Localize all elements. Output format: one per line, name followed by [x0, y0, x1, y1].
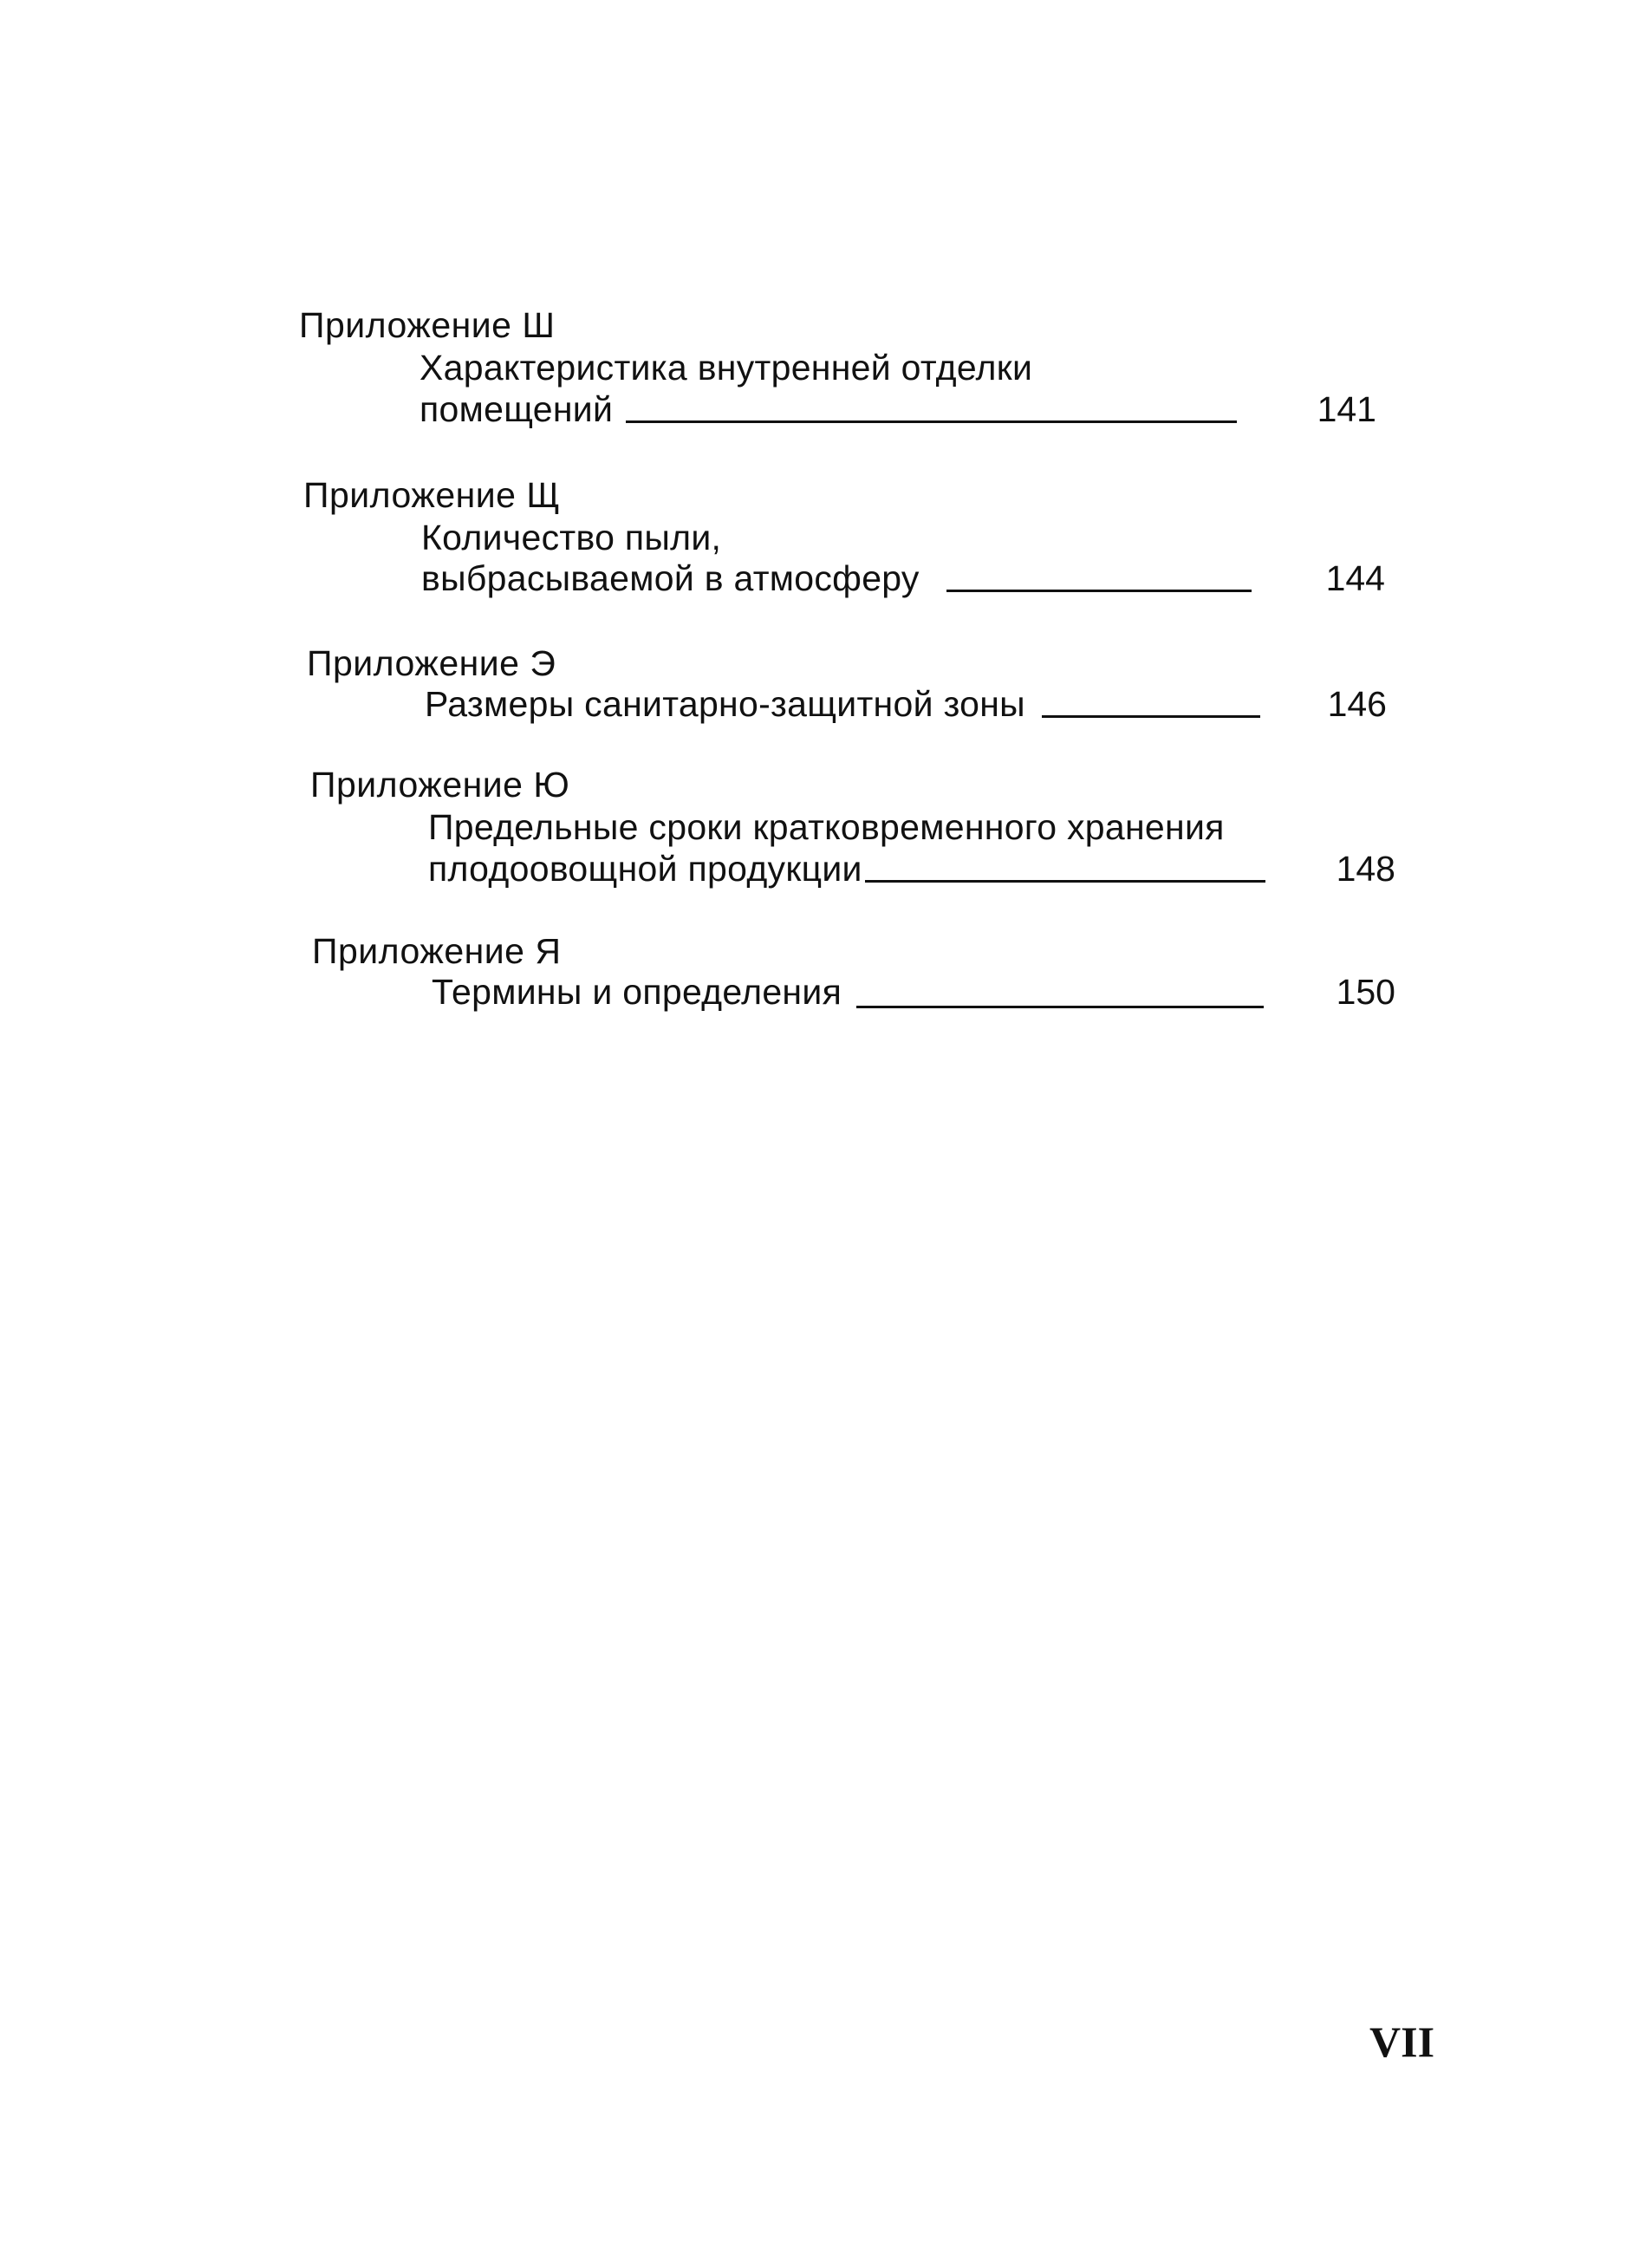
- toc-appendix-heading: Приложение Ш: [299, 305, 556, 345]
- toc-leader-line: [626, 420, 1237, 423]
- toc-entry-title: Количество пыли,: [421, 518, 722, 557]
- toc-leader-line: [1042, 715, 1260, 718]
- toc-appendix-heading: Приложение Я: [312, 931, 562, 971]
- toc-entry-title: Термины и определения: [432, 972, 842, 1012]
- toc-appendix-heading: Приложение Щ: [303, 475, 561, 515]
- toc-leader-line: [865, 880, 1265, 883]
- toc-page-number: 141: [1317, 389, 1376, 429]
- toc-entry-title-continued: выбрасываемой в атмосферу: [421, 558, 920, 598]
- toc-entry-title: Характеристика внутренней отделки: [420, 348, 1033, 388]
- toc-leader-line: [856, 1006, 1264, 1008]
- toc-appendix-heading: Приложение Ю: [310, 765, 570, 805]
- page-folio-number: VII: [1369, 2017, 1435, 2066]
- toc-leader-line: [946, 590, 1252, 592]
- toc-appendix-heading: Приложение Э: [307, 643, 556, 683]
- toc-entry-title-continued: плодоовощной продукции: [428, 849, 862, 889]
- toc-page-number: 150: [1336, 972, 1395, 1012]
- toc-page-number: 146: [1327, 684, 1387, 724]
- toc-entry-title: Размеры санитарно-защитной зоны: [425, 684, 1025, 724]
- toc-entry-title-continued: помещений: [420, 389, 614, 429]
- toc-page-number: 148: [1336, 849, 1395, 889]
- toc-page-number: 144: [1325, 558, 1385, 598]
- toc-entry-title: Предельные сроки кратковременного хранения: [428, 807, 1225, 847]
